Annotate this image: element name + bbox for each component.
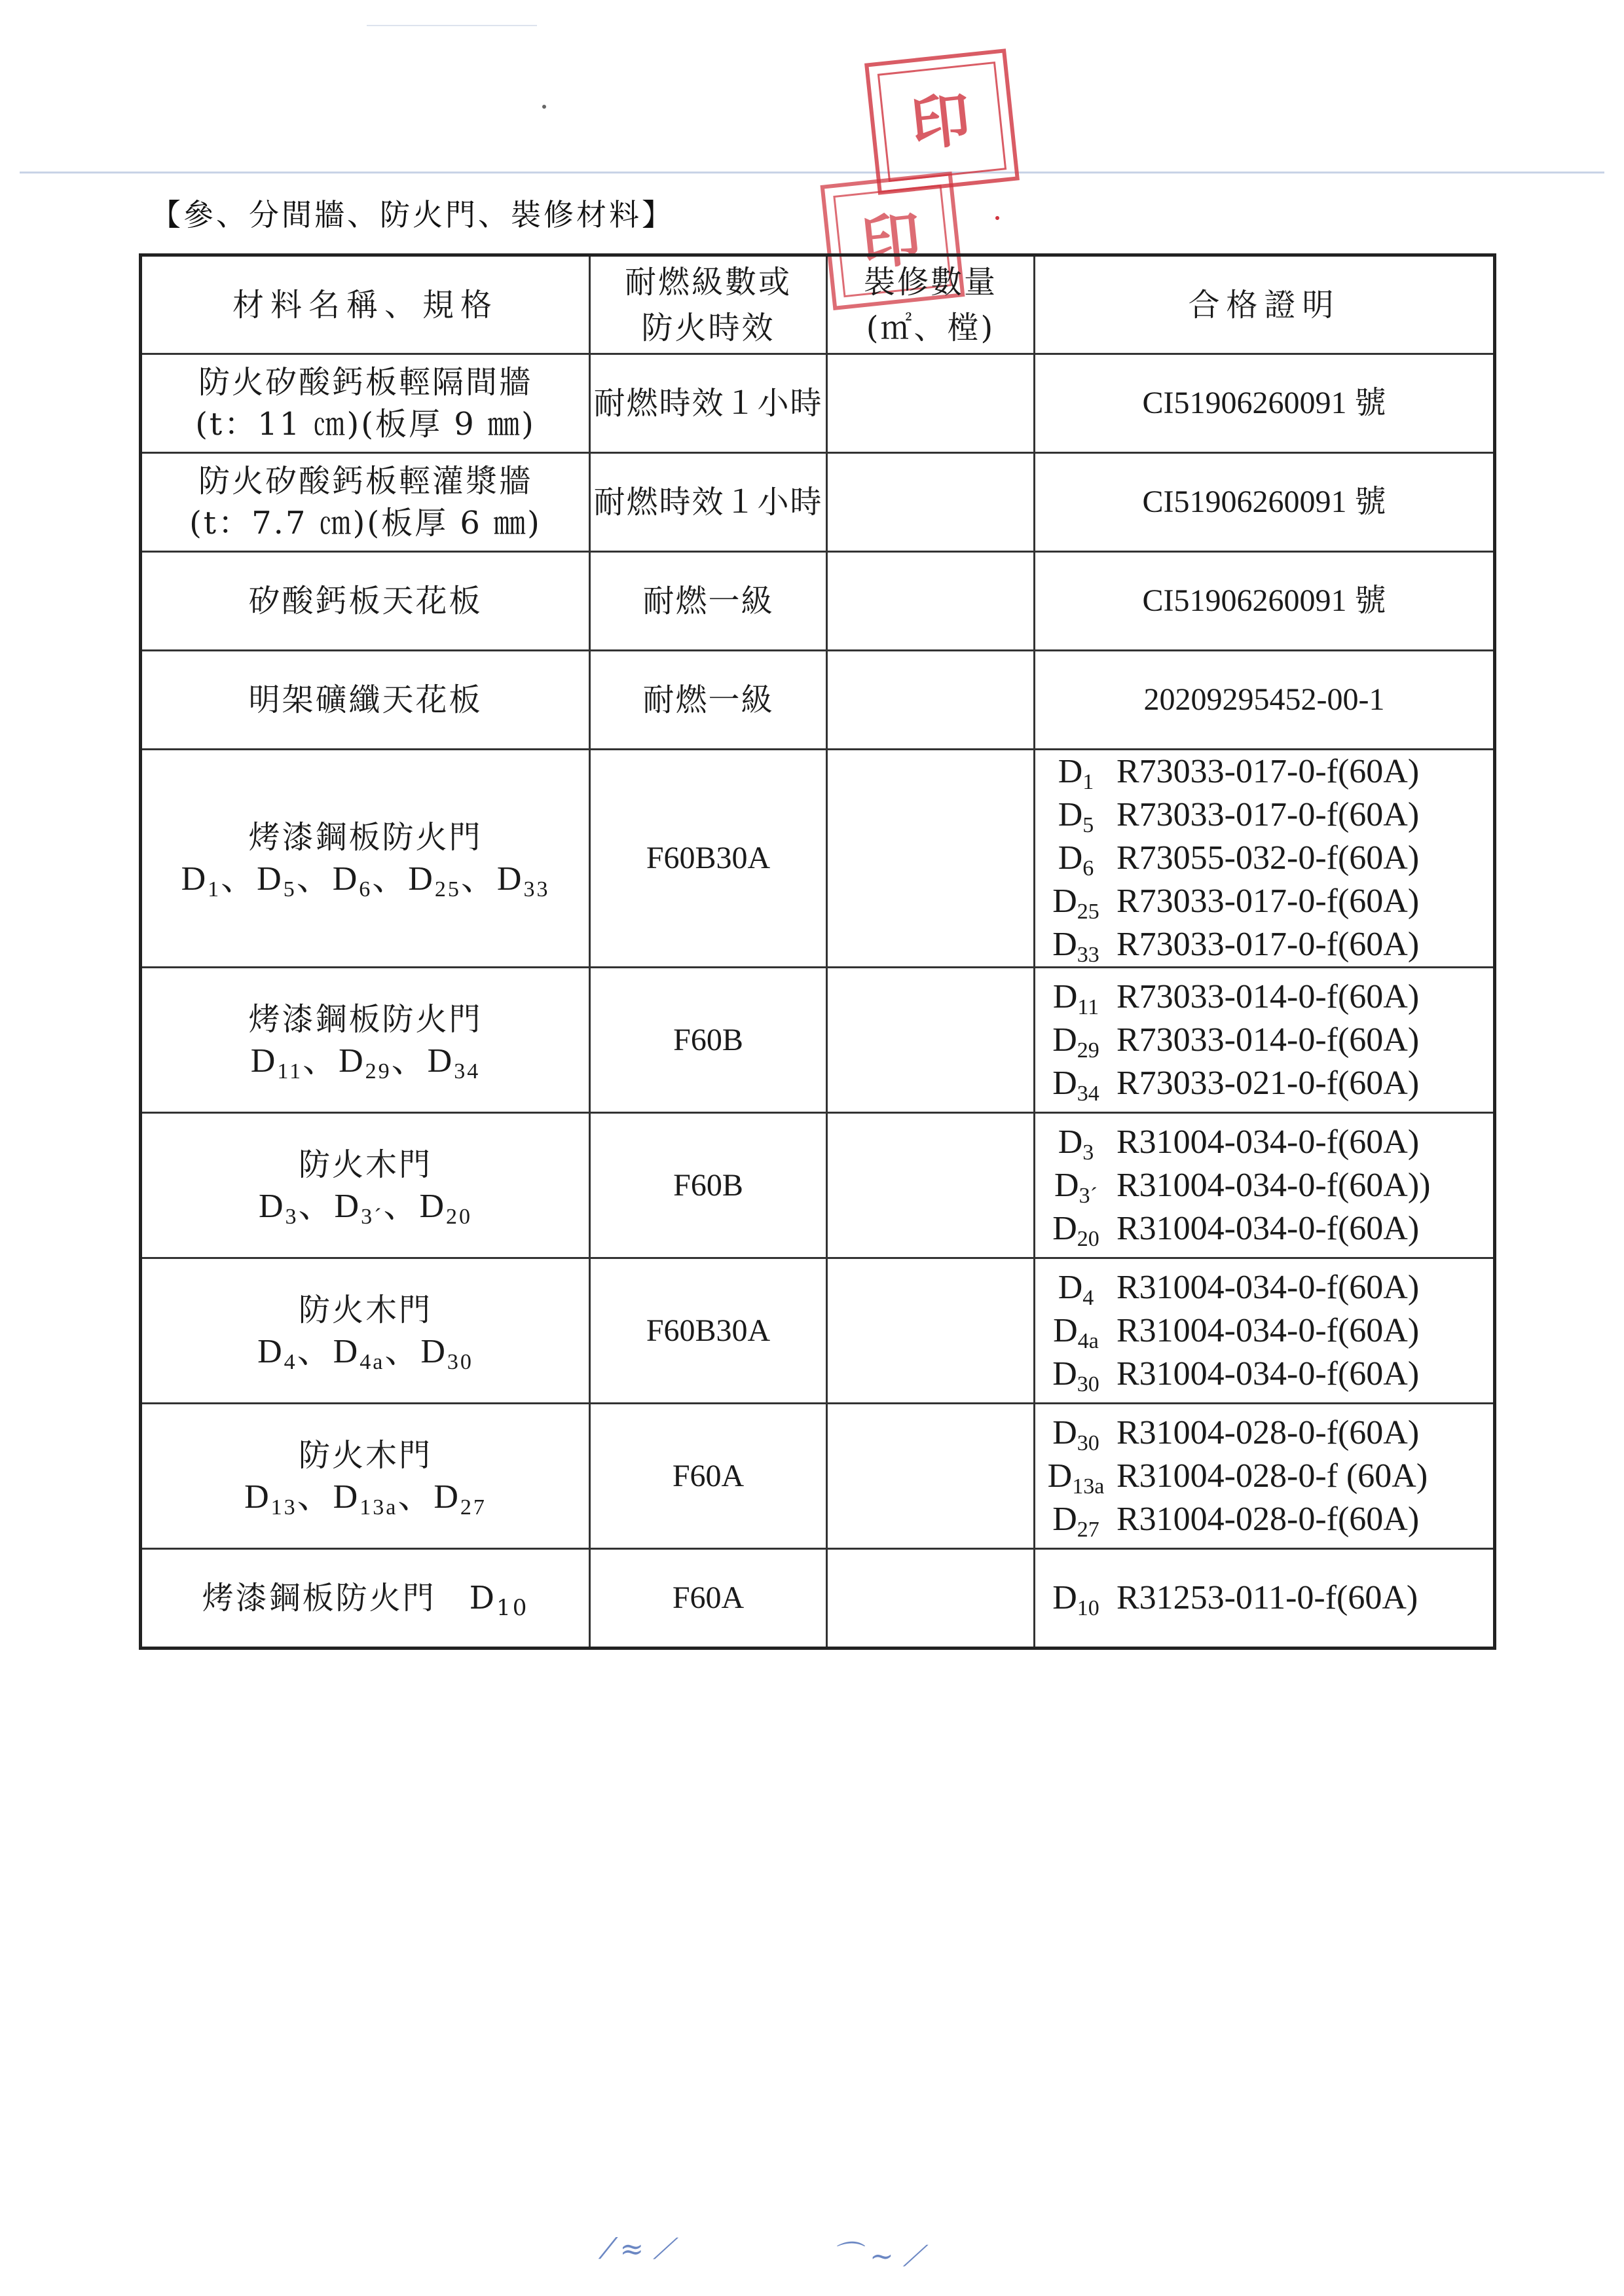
door-code: $D_{13a}$ [1047,1457,1105,1499]
material-name-line: (t：7.7 ㎝)(板厚 6 ㎜) [189,505,542,541]
door-code-list: $D_3$、$D_{3´}$、$D_{20}$ [258,1187,473,1229]
table-row [141,1258,1495,1404]
certificate-line [1035,837,1493,880]
door-code: $D_{29}$ [1052,1021,1099,1063]
door-code: $D_{33}$ [496,860,550,902]
material-name-line: 防火矽酸鈣板輕隔間牆 [198,364,532,401]
certificate-line [1035,923,1493,966]
door-code: $D_{4a}$ [1053,1311,1099,1353]
door-subscript: 10 [496,1595,529,1621]
quantity-cell [827,1113,1035,1258]
certificate-cell: CI51906260091 號 [1035,453,1495,552]
material-name-cell [141,552,590,651]
door-code-list: $D_4$、$D_{4a}$、$D_{30}$ [257,1332,473,1374]
certificate-number: R31004-028-0-f (60A) [1116,1457,1428,1495]
blue-stamp-mark: ⁄ ≈ ⟋ [606,2232,673,2266]
door-subscript: 13a [1072,1474,1105,1499]
door-code: $D_3$ [258,1187,299,1229]
door-code: $D_{4a}$ [333,1332,385,1374]
certificate-door [1035,1164,1116,1207]
fire-rating-cell: F60B [590,968,827,1113]
certificate-line [1035,1576,1493,1620]
seal-text: 印 [908,84,976,160]
door-code: $D_{27}$ [434,1478,487,1520]
certificate-line [1035,1019,1493,1062]
header-material-name: 材料名稱、規格 [141,255,590,354]
header-fire-rating [590,255,827,354]
table-row [141,968,1495,1113]
certificate-line [1035,880,1493,923]
table-header-row [141,255,1495,354]
fire-rating-cell: F60B [590,1113,827,1258]
certificate-number: R73033-017-0-f(60A) [1116,883,1420,920]
certificate-line [1035,1353,1493,1396]
header-quantity-line2: (㎡、樘) [866,309,995,346]
quantity-cell [827,750,1035,968]
table-row [141,453,1495,552]
door-subscript: 27 [1077,1517,1099,1542]
door-code: $D_{30}$ [420,1332,473,1374]
certificate-door [1035,1576,1116,1620]
certificate-number: R73033-014-0-f(60A) [1116,1021,1420,1059]
certificate-door [1035,1121,1116,1164]
certificate-line [1035,1164,1493,1207]
door-subscript: 33 [523,877,550,902]
certificate-number: R31004-034-0-f(60A) [1116,1123,1420,1161]
door-code: $D_4$ [1058,1268,1094,1310]
table-row [141,651,1495,750]
door-subscript: 3´ [1079,1183,1098,1208]
certificate-door [1035,975,1116,1019]
certificate-cell [1035,1113,1495,1258]
door-code-list: $D_{13}$、$D_{13a}$、$D_{27}$ [244,1478,487,1520]
header-quantity-line1: 裝修數量 [863,263,997,301]
door-subscript: 5 [1082,813,1094,837]
door-code: $D_4$ [257,1332,297,1374]
certificate-line [1035,1207,1493,1250]
material-name-line: 防火木門 [298,1291,432,1328]
material-name-line: 烤漆鋼板防火門 [248,1000,483,1038]
door-code: $D_3$ [1058,1123,1094,1165]
certificate-cell: CI51906260091 號 [1035,552,1495,651]
certificate-line [1035,1266,1493,1309]
material-name-line: (t：11 ㎝)(板厚 9 ㎜) [195,406,536,443]
certificate-cell [1035,1549,1495,1649]
door-code: $D_6$ [332,860,373,902]
material-name-line: 矽酸鈣板天花板 [248,583,483,619]
door-subscript: 3 [285,1204,299,1229]
door-code: $D_1$ [181,860,221,902]
door-code: $D_5$ [1058,796,1094,837]
material-name-cell [141,651,590,750]
material-name-line: 烤漆鋼板防火門 [248,819,483,856]
materials-table [139,253,1496,1650]
table-row [141,1404,1495,1549]
certificate-door [1035,1062,1116,1105]
table-row [141,354,1495,453]
door-subscript: 25 [1077,900,1099,924]
table-row [141,1113,1495,1258]
certificate-number: R73033-017-0-f(60A) [1116,796,1420,833]
door-code: $D_{3´}$ [334,1187,384,1229]
scan-dust-speck [542,105,546,109]
fire-rating-cell: 耐燃時效１小時 [590,354,827,453]
certificate-line [1035,1309,1493,1353]
door-subscript: 34 [454,1059,481,1084]
material-name-line: 防火木門 [298,1146,432,1183]
certificate-door [1035,1309,1116,1353]
door-subscript: 6 [1082,856,1094,881]
door-subscript: 29 [365,1059,392,1084]
certificate-door [1035,1353,1116,1396]
material-name-cell [141,453,590,552]
certificate-line [1035,1062,1493,1105]
material-name-cell [141,968,590,1113]
door-code: $D_{25}$ [408,860,461,902]
section-title: 【參、分間牆、防火門、裝修材料】 [151,197,674,232]
certificate-door [1035,793,1116,837]
certificate-cell [1035,1404,1495,1549]
table-row [141,750,1495,968]
quantity-cell [827,1404,1035,1549]
door-subscript: 4 [1082,1285,1094,1310]
certificate-door [1035,1498,1116,1541]
material-name-cell [141,354,590,453]
material-name-line: 防火木門 [298,1436,432,1474]
fire-rating-cell: F60B30A [590,1258,827,1404]
material-name-cell [141,1113,590,1258]
quantity-cell [827,552,1035,651]
certificate-line [1035,1121,1493,1164]
header-fire-rating-line1: 耐燃級數或 [624,263,792,301]
certificate-number: R73055-032-0-f(60A) [1116,839,1420,877]
door-subscript: 25 [434,877,461,902]
certificate-door [1035,1207,1116,1250]
certificate-line [1035,793,1493,837]
certificate-door [1035,923,1116,966]
material-name-cell [141,1549,590,1649]
certificate-line [1035,1455,1493,1498]
door-code: $D_{10}$ [1052,1579,1099,1620]
certificate-door [1035,750,1116,793]
door-subscript: 13 [270,1495,297,1520]
door-subscript: 30 [1077,1372,1099,1396]
scan-artifact-line [20,172,1604,173]
door-code: $D_{11}$ [250,1042,303,1084]
header-quantity [827,255,1035,354]
material-name-cell [141,1404,590,1549]
door-subscript: 29 [1077,1038,1099,1063]
certificate-number: R73033-021-0-f(60A) [1116,1064,1420,1102]
door-code: $D_{20}$ [1052,1209,1099,1251]
door-code: $D_5$ [257,860,297,902]
door-code: $D_{25}$ [1052,883,1099,924]
quantity-cell [827,354,1035,453]
table-row [141,552,1495,651]
door-subscript: 11 [1077,994,1099,1019]
certificate-cell: CI51906260091 號 [1035,354,1495,453]
certificate-number: R31004-034-0-f(60A) [1116,1268,1420,1306]
door-code-list: $D_{11}$、$D_{29}$、$D_{34}$ [250,1042,481,1084]
seal-text: 印 [858,203,927,279]
certificate-number: R73033-014-0-f(60A) [1116,977,1420,1015]
quantity-cell [827,1549,1035,1649]
door-subscript: 20 [1077,1226,1099,1251]
door-subscript: 10 [1077,1596,1099,1620]
fire-rating-cell: 耐燃一級 [590,552,827,651]
door-code: $D_{13a}$ [333,1478,398,1520]
certificate-cell [1035,968,1495,1113]
certificate-line [1035,1412,1493,1455]
door-subscript: 20 [446,1204,473,1229]
door-subscript: 30 [447,1349,473,1374]
door-code: $D_{20}$ [419,1187,473,1229]
door-subscript: 1 [208,877,221,902]
certificate-line [1035,975,1493,1019]
door-subscript: 11 [277,1059,303,1084]
door-subscript: 30 [1077,1430,1099,1455]
door-code: $D_{27}$ [1052,1500,1099,1542]
door-code: $D_{13}$ [244,1478,297,1520]
material-name-line: 防火矽酸鈣板輕灌漿牆 [198,463,532,500]
certificate-door [1035,1412,1116,1455]
table-row [141,1549,1495,1649]
door-subscript: 33 [1077,943,1099,967]
fire-rating-cell: F60A [590,1549,827,1649]
blue-stamp-mark: ⌒ ~ ⟋ [832,2240,923,2273]
fire-rating-cell: F60B30A [590,750,827,968]
door-code: $D_{3´}$ [1054,1166,1098,1208]
material-name-cell [141,1258,590,1404]
certificate-number: R31004-034-0-f(60A) [1116,1311,1420,1349]
header-certificate: 合格證明 [1035,255,1495,354]
certificate-number: R31004-034-0-f(60A) [1116,1355,1420,1393]
certificate-cell [1035,1258,1495,1404]
quantity-cell [827,968,1035,1113]
fire-rating-cell: 耐燃一級 [590,651,827,750]
certificate-number: R31004-034-0-f(60A) [1116,1209,1420,1247]
scan-dust-speck [995,216,999,220]
door-subscript: 4 [284,1349,297,1374]
certificate-door [1035,880,1116,923]
certificate-number: R73033-017-0-f(60A) [1116,926,1420,963]
certificate-number: R31253-011-0-f(60A) [1116,1579,1418,1616]
quantity-cell [827,651,1035,750]
certificate-line [1035,1498,1493,1541]
certificate-line [1035,750,1493,793]
quantity-cell [827,453,1035,552]
certificate-cell: 20209295452-00-1 [1035,651,1495,750]
door-subscript: 4a [1077,1328,1099,1353]
header-fire-rating-line2: 防火時效 [641,309,775,346]
door-subscript: 6 [359,877,373,902]
material-name-line: 烤漆鋼板防火門 $D_{10}$ [202,1580,529,1621]
certificate-number: R31004-028-0-f(60A) [1116,1413,1420,1451]
door-code: $D_{30}$ [1052,1413,1099,1455]
door-subscript: 5 [283,877,297,902]
door-code: $D_{34}$ [427,1042,481,1084]
fire-rating-cell: 耐燃時效１小時 [590,453,827,552]
door-subscript: 3´ [361,1204,384,1229]
door-subscript: 1 [1082,770,1094,794]
door-code: $D_1$ [1058,753,1094,794]
certificate-cell [1035,750,1495,968]
certificate-number: R31004-028-0-f(60A) [1116,1500,1420,1538]
door-subscript: 4a [360,1349,385,1374]
scan-artifact-line [367,25,537,26]
door-subscript: 27 [460,1495,487,1520]
certificate-door [1035,837,1116,880]
certificate-number: R73033-017-0-f(60A) [1116,753,1420,790]
door-code: $D_{33}$ [1052,926,1099,967]
quantity-cell [827,1258,1035,1404]
door-code: $D_{11}$ [1052,977,1099,1019]
material-name-cell [141,750,590,968]
door-code: $D_{10}$ [469,1580,529,1621]
certificate-door [1035,1455,1116,1498]
door-subscript: 3 [1082,1140,1094,1165]
door-code: $D_{30}$ [1052,1355,1099,1396]
door-subscript: 13a [360,1495,398,1520]
certificate-door [1035,1019,1116,1062]
material-name-line: 明架礦纖天花板 [248,682,483,718]
certificate-number: R31004-034-0-f(60A)) [1116,1166,1431,1204]
door-code-list: $D_1$、$D_5$、$D_6$、$D_{25}$、$D_{33}$ [181,860,550,902]
door-code: $D_{29}$ [339,1042,392,1084]
door-code: $D_6$ [1058,839,1094,881]
certificate-door [1035,1266,1116,1309]
door-subscript: 34 [1077,1081,1099,1106]
door-code: $D_{34}$ [1052,1064,1099,1106]
fire-rating-cell: F60A [590,1404,827,1549]
